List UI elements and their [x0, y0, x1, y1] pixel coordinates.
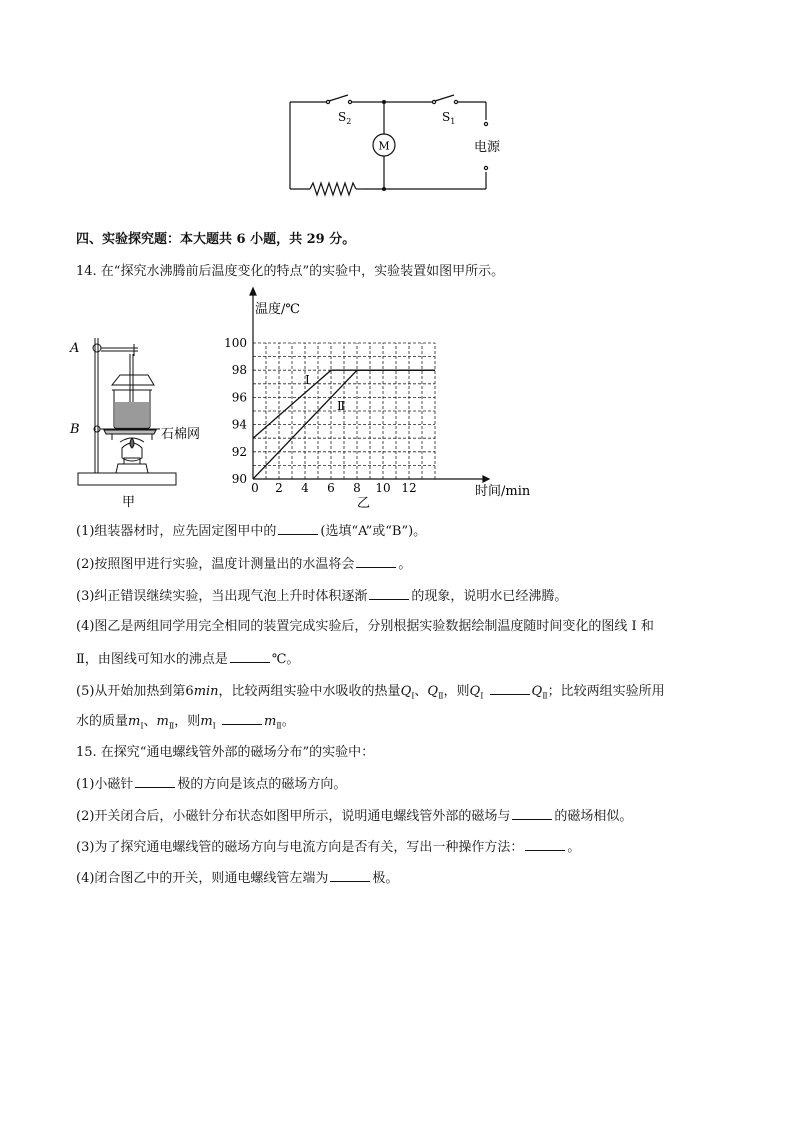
caption-yi: 乙 [357, 496, 371, 511]
power-source-label: 电源 [474, 140, 501, 155]
y-axis-label: 温度/℃ [255, 302, 300, 317]
q14-part3: (3)纠正错误继续实验，当出现气泡上升时体积逐渐 的现象，说明水已经沸腾。 [76, 589, 568, 604]
answer-blank[interactable] [356, 555, 396, 568]
answer-blank[interactable] [330, 869, 370, 882]
x-tick-label: 10 [375, 481, 391, 495]
q14-part4-line1: (4)图乙是两组同学用完全相同的装置完成实验后，分别根据实验数据绘制温度随时间变化的图线 I 和 [76, 619, 654, 634]
series-label: Ⅱ [337, 399, 346, 414]
answer-blank[interactable] [512, 807, 552, 820]
y-tick-label: 92 [231, 444, 247, 459]
section-heading: 四、实验探究题：本大题共 6 小题，共 29 分。 [76, 232, 356, 247]
x-tick-label: 0 [251, 481, 259, 495]
label-b: B [70, 422, 80, 437]
x-tick-label: 8 [353, 481, 361, 495]
q15-part1: (1)小磁针 极的方向是该点的磁场方向。 [76, 777, 347, 792]
q14-stem: 14. 在“探究水沸腾前后温度变化的特点”的实验中，实验装置如图甲所示。 [76, 264, 505, 279]
answer-blank[interactable] [369, 587, 409, 600]
x-tick-label: 4 [301, 481, 309, 495]
y-axis-arrow [250, 288, 256, 295]
circuit-diagram [280, 90, 520, 202]
answer-blank[interactable] [525, 838, 565, 851]
label-asbestos-mesh: 石棉网 [161, 427, 201, 442]
y-tick-label: 94 [231, 417, 247, 432]
q15-part4: (4)闭合图乙中的开关，则通电螺线管左端为 极。 [76, 871, 399, 886]
s2-label: $S_2$ [338, 110, 352, 126]
apparatus-figure [68, 330, 201, 515]
motor-label: M [378, 139, 390, 153]
q14-part1: (1)组装器材时，应先固定图甲中的 (选填“A”或“B”)。 [76, 524, 427, 539]
y-tick-label: 100 [224, 336, 247, 350]
answer-blank[interactable] [230, 650, 270, 663]
x-tick-label: 12 [401, 481, 417, 495]
label-a: A [70, 341, 80, 356]
temperature-chart [225, 283, 545, 513]
q14-part2: (2)按照图甲进行实验，温度计测量出的水温将会 。 [76, 557, 412, 572]
x-axis-label: 时间/min [475, 484, 531, 499]
q15-stem: 15. 在探究“通电螺线管外部的磁场分布”的实验中： [76, 745, 375, 760]
q14-part5-line1: (5)从开始加热到第6min，比较两组实验中水吸收的热量$Q_Ⅰ$、$Q_Ⅱ$，则$Q_Ⅰ$ $Q_Ⅱ$；比较两组实验所用 [76, 684, 665, 701]
series-label: Ⅰ [305, 373, 310, 388]
s1-label: $S_1$ [442, 110, 456, 126]
y-tick-label: 98 [231, 363, 247, 378]
q14-part4-line2: Ⅱ，由图线可知水的沸点是 ℃。 [76, 652, 300, 667]
caption-jia: 甲 [122, 495, 136, 510]
q14-part5-line2: 水的质量$m_Ⅰ$、$m_Ⅱ$，则$m_Ⅰ$ $m_Ⅱ$。 [76, 714, 295, 731]
q15-part3: (3)为了探究通电螺线管的磁场方向与电流方向是否有关，写出一种操作方法： 。 [76, 840, 581, 855]
answer-blank[interactable] [278, 522, 318, 535]
answer-blank[interactable] [135, 775, 175, 788]
y-tick-label: 90 [231, 472, 247, 486]
x-axis-arrow [483, 476, 489, 482]
answer-blank[interactable] [490, 682, 530, 695]
y-tick-label: 96 [231, 390, 247, 405]
x-tick-label: 6 [327, 481, 335, 495]
x-tick-label: 2 [275, 481, 283, 495]
answer-blank[interactable] [222, 712, 262, 725]
q15-part2: (2)开关闭合后，小磁针分布状态如图甲所示，说明通电螺线管外部的磁场与 的磁场相似。 [76, 809, 633, 824]
